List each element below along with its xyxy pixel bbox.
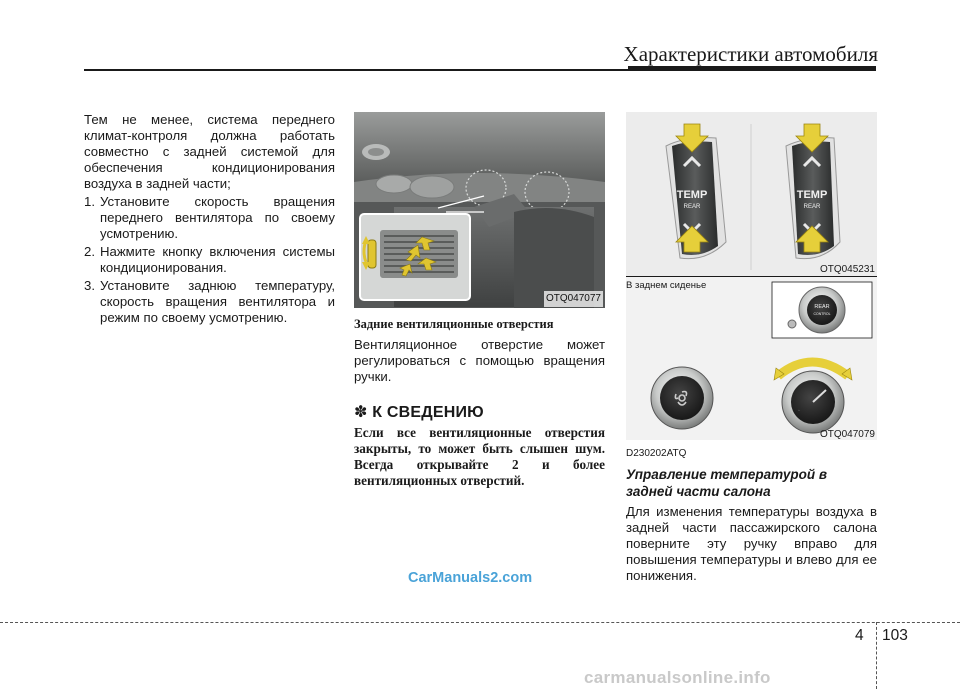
step-item (84, 244, 335, 276)
page-number: 103 (882, 627, 908, 644)
site-watermark[interactable]: carmanualsonline.info (584, 668, 771, 687)
step-number: 1. (84, 194, 95, 209)
rear-knob-label: REAR (814, 304, 830, 310)
footer-rule (0, 622, 960, 623)
temp-button-label-right: TEMP (796, 189, 828, 201)
step-text: Нажмите кнопку включения системы кондиционирования. (100, 244, 335, 275)
rear-figure-code: OTQ047079 (819, 429, 875, 440)
column-middle (354, 112, 605, 489)
temp-button-sublabel-right: REAR (803, 204, 821, 210)
step-number: 3. (84, 278, 95, 293)
step-item (84, 278, 335, 326)
step-number: 2. (84, 244, 95, 259)
figure-code: OTQ047077 (544, 291, 603, 307)
section-subheading: Управление температурой в задней части салона (626, 467, 827, 499)
rear-vents-figure (354, 112, 605, 308)
column-left (84, 112, 335, 328)
rear-seat-label: В заднем сиденье (626, 280, 707, 291)
carmanuals-watermark[interactable]: CarManuals2.com (408, 570, 533, 586)
temp-button-label: TEMP (676, 189, 708, 201)
section-body: Для изменения температуры воздуха в задней части пассажирского салона поверните эту ручку вправо для повышения температуры и влево для ее понижения. (626, 504, 877, 583)
steps-list (84, 194, 335, 326)
notice-heading: ✽ К СВЕДЕНИЮ (354, 404, 484, 421)
rear-vents-illustration (354, 112, 605, 308)
footer-separator (876, 622, 877, 689)
svg-text:◦: ◦ (798, 408, 800, 414)
temp-button-sublabel: REAR (683, 204, 701, 210)
step-item (84, 194, 335, 242)
rear-knob-sublabel: CONTROL (813, 312, 831, 316)
step-text: Установите скорость вращения переднего вентилятора по своему усмотрению. (100, 194, 335, 241)
panel-divider (626, 276, 877, 277)
intro-paragraph: Тем не менее, система переднего климат-контроля должна работать совместно с задней системой для обеспечения кондиционирования воздуха в задней части; (84, 112, 335, 191)
section-number: 4 (855, 627, 864, 644)
notice-text: Если все вентиляционные отверстия закрыты, то может быть слышен шум. Всегда открывайте 2 и более вентиляционных отверстий. (354, 425, 605, 488)
column-right (626, 112, 877, 584)
header-rule-accent (628, 66, 876, 71)
page-header-title: Характеристики автомобиля (623, 42, 878, 66)
section-code: D230202ATQ (626, 448, 687, 459)
front-figure-code: OTQ045231 (819, 264, 875, 275)
figure-caption: Задние вентиляционные отверстия (354, 317, 554, 331)
vent-description: Вентиляционное отверстие может регулироваться с помощью вращения ручки. (354, 337, 605, 384)
rear-temp-controls-figure (626, 112, 877, 440)
step-text: Установите заднюю температуру, скорость вращения вентилятора и режим по своему усмотрению. (100, 278, 335, 325)
